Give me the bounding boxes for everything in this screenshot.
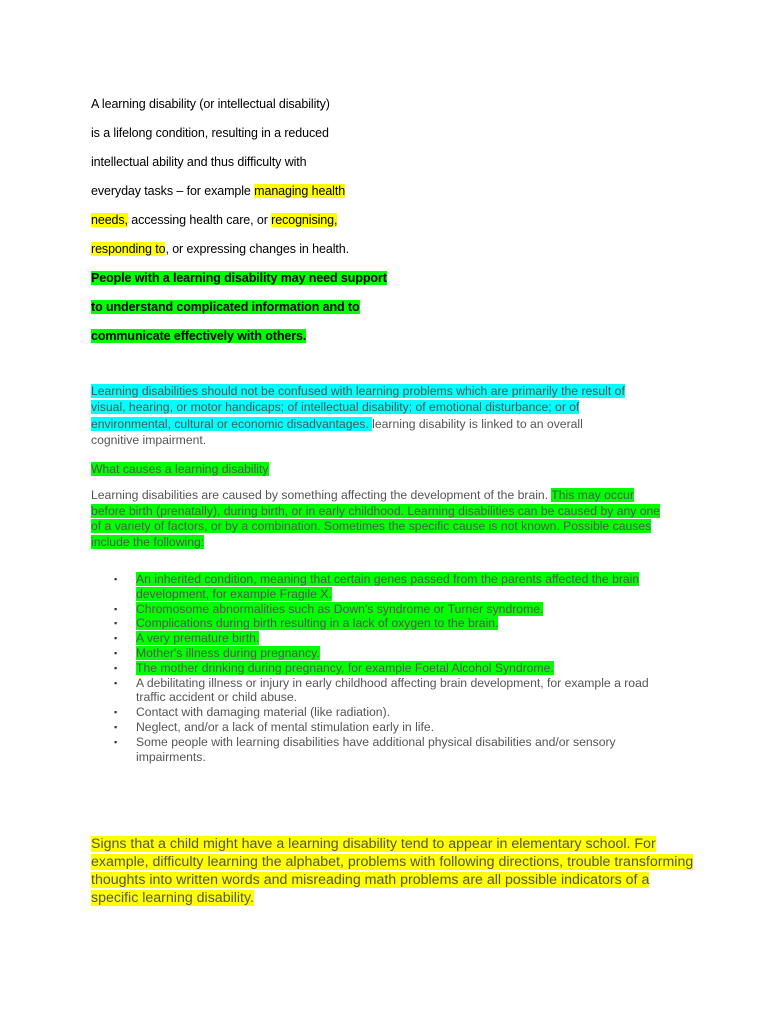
- causes-line-3: [91, 519, 681, 535]
- bullet-marker: ▪: [114, 618, 118, 629]
- signs-line-3: [91, 871, 691, 889]
- list-item-line: Contact with damaging material (like radiation).: [136, 705, 391, 720]
- bullet-marker: ▪: [114, 603, 118, 614]
- list-item-line: A debilitating illness or injury in early childhood affecting brain development, for example a road: [136, 675, 649, 690]
- causes-line-4: [91, 535, 681, 551]
- confusion-paragraph: [91, 383, 681, 449]
- intro-line-3: intellectual ability and thus difficulty with: [91, 155, 307, 169]
- intro-line-6-text: , or expressing changes in health.: [165, 242, 349, 256]
- list-item-text: An inherited condition, meaning that certain genes passed from the parents affected the brain: [136, 572, 640, 586]
- bullet-marker: ▪: [114, 736, 118, 747]
- confusion-line-1-text: Learning disabilities should not be confused with learning problems which are primarily the result of: [91, 384, 625, 398]
- list-item: [112, 646, 672, 661]
- signs-line-4-text: specific learning disability.: [91, 890, 254, 906]
- section-heading: [91, 461, 681, 477]
- bullet-marker: ▪: [114, 574, 118, 584]
- signs-line-1-text: Signs that a child might have a learning disability tend to appear in elementary school. For: [91, 836, 656, 852]
- intro-paragraph: [91, 90, 391, 351]
- confusion-line-3: [91, 416, 681, 432]
- bullet-marker: ▪: [114, 677, 118, 688]
- causes-line-2: [91, 504, 681, 520]
- causes-line-3-text: of a variety of factors, or by a combination. Sometimes the specific cause is not known. Possible causes: [91, 519, 652, 533]
- causes-line-1-highlight: This may occur: [551, 488, 634, 502]
- intro-line-1: A learning disability (or intellectual disability): [91, 97, 330, 111]
- causes-line-4-text: include the following:: [91, 534, 205, 549]
- causes-line-1: [91, 488, 681, 504]
- list-item-text: A very premature birth.: [136, 631, 260, 646]
- highlight-recognising: recognising,: [271, 213, 338, 227]
- signs-line-1: [91, 835, 691, 853]
- confusion-line-3-text: learning disability is linked to an overall: [372, 416, 583, 431]
- intro-line-4-text: everyday tasks – for example: [91, 184, 255, 198]
- list-item-line: [136, 572, 672, 587]
- list-item: [112, 572, 672, 602]
- causes-line-2-text: before birth (prenatally), during birth, or in early childhood. Learning disabilities can be caused by any one: [91, 503, 661, 518]
- list-item-line: Neglect, and/or a lack of mental stimulation early in life.: [136, 719, 435, 734]
- list-item-line: [136, 661, 672, 676]
- list-item-text: Mother's illness during pregnancy.: [136, 645, 320, 660]
- bullet-marker: ▪: [114, 662, 118, 673]
- confusion-line-2-text: visual, hearing, or motor handicaps; of intellectual disability; of emotional disturbance; or of: [91, 400, 580, 415]
- bullet-marker: ▪: [114, 707, 118, 718]
- list-item-line: [136, 602, 672, 617]
- intro-line-4: [91, 177, 391, 206]
- list-item: [112, 676, 672, 706]
- causes-line-1-text: Learning disabilities are caused by something affecting the development of the brain.: [91, 488, 552, 502]
- highlight-support-3: communicate effectively with others.: [91, 329, 307, 343]
- list-item: [112, 602, 672, 617]
- intro-line-5-text: accessing health care, or: [127, 213, 272, 227]
- intro-line-2: is a lifelong condition, resulting in a reduced: [91, 126, 329, 140]
- list-item: [112, 661, 672, 676]
- highlight-needs: needs,: [91, 213, 128, 227]
- intro-line-7: [91, 264, 391, 293]
- causes-list: [112, 572, 672, 764]
- confusion-line-2: [91, 399, 681, 415]
- signs-line-2: [91, 853, 694, 871]
- list-item-text: Chromosome abnormalities such as Down's syndrome or Turner syndrome.: [136, 601, 544, 616]
- list-item-line: impairments.: [136, 749, 206, 764]
- list-item-line: [136, 587, 672, 602]
- list-item-line: [136, 631, 672, 646]
- highlight-responding-to: responding to: [91, 242, 166, 256]
- highlight-support-2: to understand complicated information and to: [91, 300, 360, 314]
- list-item-text: The mother drinking during pregnancy, for example Foetal Alcohol Syndrome.: [136, 660, 554, 675]
- list-item: [112, 705, 672, 720]
- list-item: [112, 616, 672, 631]
- list-item-text: development, for example Fragile X.: [136, 586, 332, 601]
- signs-line-2-text: example, difficulty learning the alphabet, problems with following directions, trouble transforming: [91, 854, 694, 870]
- highlight-support-1: People with a learning disability may need support: [91, 271, 387, 285]
- list-item-line: Some people with learning disabilities have additional physical disabilities and/or sensory: [136, 734, 616, 749]
- list-item-line: [136, 616, 672, 631]
- list-item: [112, 735, 672, 765]
- list-item: [112, 720, 672, 735]
- confusion-line-4: cognitive impairment.: [91, 433, 207, 448]
- signs-line-3-text: thoughts into written words and misreading math problems are all possible indicators of a: [91, 872, 650, 888]
- confusion-line-3-highlight: environmental, cultural or economic disadvantages.: [91, 416, 373, 431]
- intro-line-5: [91, 206, 391, 235]
- confusion-line-1: [91, 383, 681, 399]
- list-item-line: traffic accident or child abuse.: [136, 690, 298, 705]
- bullet-marker: ▪: [114, 721, 118, 732]
- intro-line-9: [91, 322, 391, 351]
- bullet-marker: ▪: [114, 647, 118, 658]
- intro-line-8: [91, 293, 391, 322]
- highlight-managing-health: managing health: [254, 184, 346, 198]
- list-item-line: [136, 646, 672, 661]
- list-item-text: Complications during birth resulting in a lack of oxygen to the brain.: [136, 616, 499, 631]
- bullet-marker: ▪: [114, 633, 118, 644]
- signs-line-4: [91, 889, 691, 907]
- causes-paragraph: [91, 488, 681, 550]
- list-item: [112, 631, 672, 646]
- signs-paragraph: [91, 835, 694, 907]
- intro-line-6: [91, 235, 391, 264]
- section-heading-text: What causes a learning disability: [91, 462, 269, 476]
